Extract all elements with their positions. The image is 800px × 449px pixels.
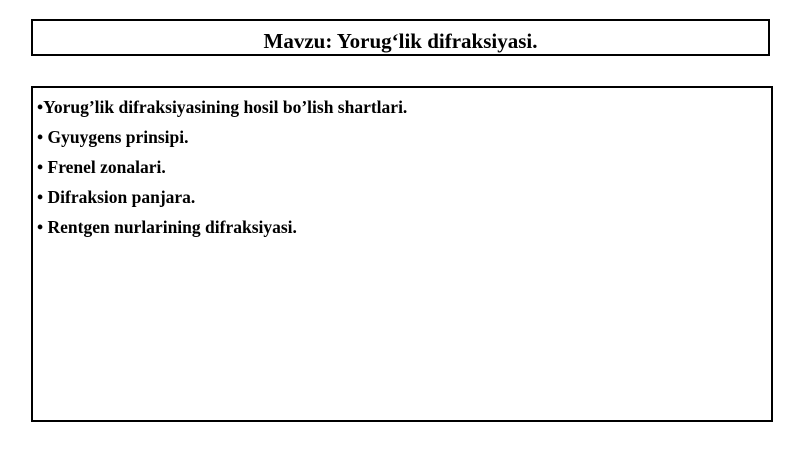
bullet-item: • Frenel zonalari.: [37, 157, 166, 177]
content-box: [31, 86, 773, 422]
bullet-item: •Yorug’lik difraksiyasining hosil bo’lish shartlari.: [37, 97, 408, 117]
bullet-list: [37, 92, 771, 242]
bullet-item: • Gyuygens prinsipi.: [37, 127, 189, 147]
bullet-item: • Rentgen nurlarining difraksiyasi.: [37, 217, 297, 237]
title-box: [31, 19, 770, 56]
bullet-item: • Difraksion panjara.: [37, 187, 196, 207]
slide-title: Mavzu: Yorug‘lik difraksiyasi.: [263, 29, 538, 53]
